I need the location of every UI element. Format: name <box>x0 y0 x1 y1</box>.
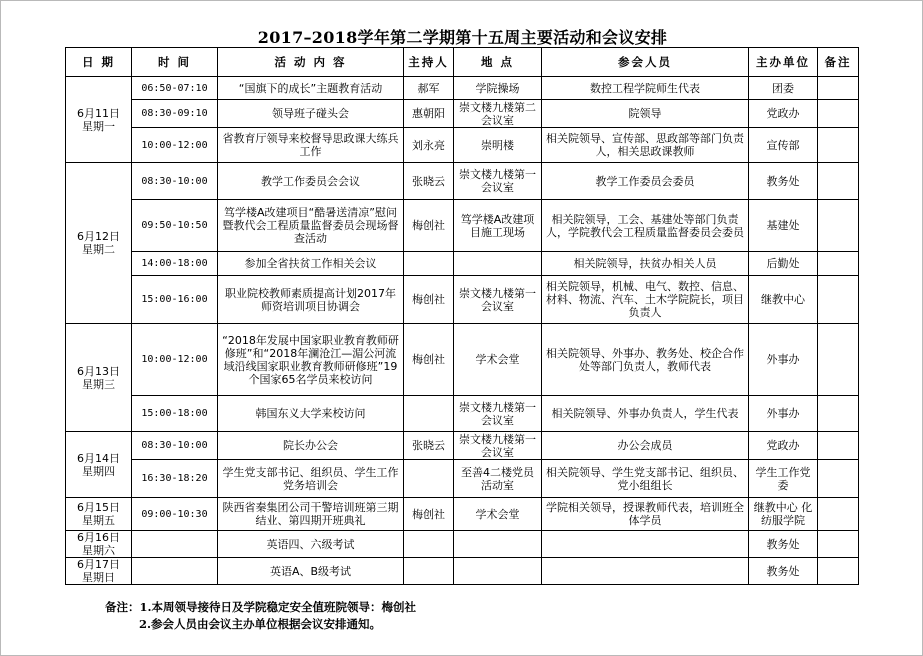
weekday-text: 星期四 <box>82 464 115 478</box>
note-cell <box>818 163 859 200</box>
host-cell: 梅创社 <box>404 276 454 324</box>
note-cell <box>818 100 859 128</box>
time-cell: 09:00-10:30 <box>132 498 218 531</box>
weekday-text: 星期一 <box>82 119 115 133</box>
organizer-cell: 继教中心 化纺服学院 <box>749 498 818 531</box>
weekday-text: 星期三 <box>82 377 115 391</box>
date-cell <box>66 324 132 432</box>
activity-cell: “2018年发展中国家职业教育教师研修班”和“2018年澜沧江—湄公河流域沿线国家职业教育教师研修班”19个国家65名学员来校访问 <box>218 324 404 396</box>
date-cell <box>66 531 132 558</box>
location-cell: 学院操场 <box>454 77 542 100</box>
table-row <box>66 460 859 498</box>
location-cell: 崇文楼九楼第一会议室 <box>454 396 542 432</box>
activity-cell: 省教育厅领导来校督导思政课大练兵工作 <box>218 128 404 163</box>
table-header-row <box>66 48 859 77</box>
organizer-cell: 继教中心 <box>749 276 818 324</box>
activity-cell: “国旗下的成长”主题教育活动 <box>218 77 404 100</box>
organizer-cell: 外事办 <box>749 396 818 432</box>
time-cell: 09:50-10:50 <box>132 200 218 252</box>
attendees-cell: 相关院领导，扶贫办相关人员 <box>542 252 749 276</box>
header-organizer: 主办单位 <box>749 48 818 77</box>
host-cell: 张晓云 <box>404 432 454 460</box>
note-cell <box>818 396 859 432</box>
location-cell: 笃学楼A改建项目施工现场 <box>454 200 542 252</box>
location-cell: 崇明楼 <box>454 128 542 163</box>
attendees-cell: 相关院领导、宣传部、思政部等部门负责人，相关思政课教师 <box>542 128 749 163</box>
location-cell: 崇文楼九楼第一会议室 <box>454 276 542 324</box>
host-cell <box>404 531 454 558</box>
footer-notes <box>105 599 416 633</box>
time-cell: 15:00-18:00 <box>132 396 218 432</box>
time-cell: 10:00-12:00 <box>132 324 218 396</box>
attendees-cell: 院领导 <box>542 100 749 128</box>
date-cell <box>66 558 132 585</box>
activity-cell: 领导班子碰头会 <box>218 100 404 128</box>
host-cell <box>404 460 454 498</box>
attendees-cell: 教学工作委员会委员 <box>542 163 749 200</box>
table-row <box>66 200 859 252</box>
table-row <box>66 252 859 276</box>
table-row <box>66 276 859 324</box>
table-row <box>66 324 859 396</box>
attendees-cell: 办公会成员 <box>542 432 749 460</box>
activity-cell: 陕西省秦集团公司干警培训班第三期结业、第四期开班典礼 <box>218 498 404 531</box>
note-cell <box>818 531 859 558</box>
activity-cell: 韩国东义大学来校访问 <box>218 396 404 432</box>
note-cell <box>818 200 859 252</box>
attendees-cell <box>542 558 749 585</box>
date-text: 6月14日 <box>77 451 120 465</box>
organizer-cell: 团委 <box>749 77 818 100</box>
organizer-cell: 教务处 <box>749 163 818 200</box>
host-cell <box>404 252 454 276</box>
organizer-cell: 教务处 <box>749 558 818 585</box>
activity-cell: 英语A、B级考试 <box>218 558 404 585</box>
time-cell: 16:30-18:20 <box>132 460 218 498</box>
table-row <box>66 163 859 200</box>
weekday-text: 星期五 <box>82 514 115 527</box>
location-cell <box>454 558 542 585</box>
header-note: 备注 <box>818 48 859 77</box>
date-text: 6月12日 <box>77 230 120 243</box>
table-row <box>66 432 859 460</box>
table-row <box>66 531 859 558</box>
schedule-table <box>65 47 859 585</box>
weekday-text: 星期六 <box>82 544 115 557</box>
host-cell: 梅创社 <box>404 200 454 252</box>
date-cell <box>66 498 132 531</box>
note-cell <box>818 252 859 276</box>
table-row <box>66 558 859 585</box>
attendees-cell: 学院相关领导，授课教师代表，培训班全体学员 <box>542 498 749 531</box>
header-activity: 活 动 内 容 <box>218 48 404 77</box>
location-cell: 学术会堂 <box>454 324 542 396</box>
header-location: 地 点 <box>454 48 542 77</box>
activity-cell: 英语四、六级考试 <box>218 531 404 558</box>
note-cell <box>818 77 859 100</box>
note-cell <box>818 432 859 460</box>
date-cell <box>66 77 132 163</box>
note-cell <box>818 128 859 163</box>
header-time: 时 间 <box>132 48 218 77</box>
weekday-text: 星期日 <box>82 571 115 584</box>
organizer-cell: 学生工作党委 <box>749 460 818 498</box>
date-text: 6月15日 <box>77 501 120 514</box>
host-cell: 张晓云 <box>404 163 454 200</box>
note-line-1: 备注：1.本周领导接待日及学院稳定安全值班院领导：梅创社 <box>105 600 417 614</box>
date-text: 6月13日 <box>77 364 120 378</box>
date-cell <box>66 432 132 498</box>
time-cell: 08:30-10:00 <box>132 432 218 460</box>
time-cell: 15:00-16:00 <box>132 276 218 324</box>
time-cell <box>132 558 218 585</box>
table-row <box>66 128 859 163</box>
host-cell: 梅创社 <box>404 324 454 396</box>
date-cell <box>66 163 132 324</box>
time-cell: 10:00-12:00 <box>132 128 218 163</box>
note-cell <box>818 460 859 498</box>
host-cell <box>404 396 454 432</box>
date-text: 6月11日 <box>77 106 120 120</box>
note-cell <box>818 558 859 585</box>
time-cell: 08:30-10:00 <box>132 163 218 200</box>
organizer-cell: 宣传部 <box>749 128 818 163</box>
note-line-2: 2.参会人员由会议主办单位根据会议安排通知。 <box>139 617 382 631</box>
location-cell: 崇文楼九楼第一会议室 <box>454 163 542 200</box>
activity-cell: 学生党支部书记、组织员、学生工作党务培训会 <box>218 460 404 498</box>
activity-cell: 教学工作委员会会议 <box>218 163 404 200</box>
location-cell <box>454 531 542 558</box>
page-title: 2017–2018学年第二学期第十五周主要活动和会议安排 <box>257 28 668 47</box>
note-cell <box>818 498 859 531</box>
time-cell: 06:50-07:10 <box>132 77 218 100</box>
attendees-cell: 数控工程学院师生代表 <box>542 77 749 100</box>
table-row <box>66 100 859 128</box>
host-cell <box>404 558 454 585</box>
attendees-cell: 相关院领导、学生党支部书记、组织员、党小组组长 <box>542 460 749 498</box>
activity-cell: 职业院校教师素质提高计划2017年师资培训项目协调会 <box>218 276 404 324</box>
note-cell <box>818 324 859 396</box>
organizer-cell: 教务处 <box>749 531 818 558</box>
attendees-cell: 相关院领导、外事办负责人，学生代表 <box>542 396 749 432</box>
attendees-cell: 相关院领导，工会、基建处等部门负责人，学院教代会工程质量监督委员会委员 <box>542 200 749 252</box>
host-cell: 梅创社 <box>404 498 454 531</box>
header-host: 主持人 <box>404 48 454 77</box>
time-cell: 08:30-09:10 <box>132 100 218 128</box>
weekday-text: 星期二 <box>82 243 115 256</box>
location-cell: 至善4二楼党员活动室 <box>454 460 542 498</box>
host-cell: 郝军 <box>404 77 454 100</box>
attendees-cell: 相关院领导、外事办、教务处、校企合作处等部门负责人，教师代表 <box>542 324 749 396</box>
organizer-cell: 基建处 <box>749 200 818 252</box>
organizer-cell: 党政办 <box>749 100 818 128</box>
time-cell <box>132 531 218 558</box>
activity-cell: 参加全省扶贫工作相关会议 <box>218 252 404 276</box>
organizer-cell: 后勤处 <box>749 252 818 276</box>
location-cell <box>454 252 542 276</box>
location-cell: 学术会堂 <box>454 498 542 531</box>
table-row <box>66 396 859 432</box>
date-text: 6月16日 <box>77 531 120 544</box>
attendees-cell <box>542 531 749 558</box>
location-cell: 崇文楼九楼第二会议室 <box>454 100 542 128</box>
header-date: 日 期 <box>66 48 132 77</box>
header-attendees: 参会人员 <box>542 48 749 77</box>
host-cell: 刘永亮 <box>404 128 454 163</box>
organizer-cell: 党政办 <box>749 432 818 460</box>
activity-cell: 院长办公会 <box>218 432 404 460</box>
note-cell <box>818 276 859 324</box>
table-row <box>66 77 859 100</box>
host-cell: 惠朝阳 <box>404 100 454 128</box>
table-row <box>66 498 859 531</box>
date-text: 6月17日 <box>77 558 120 571</box>
time-cell: 14:00-18:00 <box>132 252 218 276</box>
organizer-cell: 外事办 <box>749 324 818 396</box>
location-cell: 崇文楼九楼第一会议室 <box>454 432 542 460</box>
activity-cell: 笃学楼A改建项目“酷暑送清凉”慰问暨教代会工程质量监督委员会现场督查活动 <box>218 200 404 252</box>
attendees-cell: 相关院领导，机械、电气、数控、信息、材料、物流、汽车、土木学院院长，项目负责人 <box>542 276 749 324</box>
